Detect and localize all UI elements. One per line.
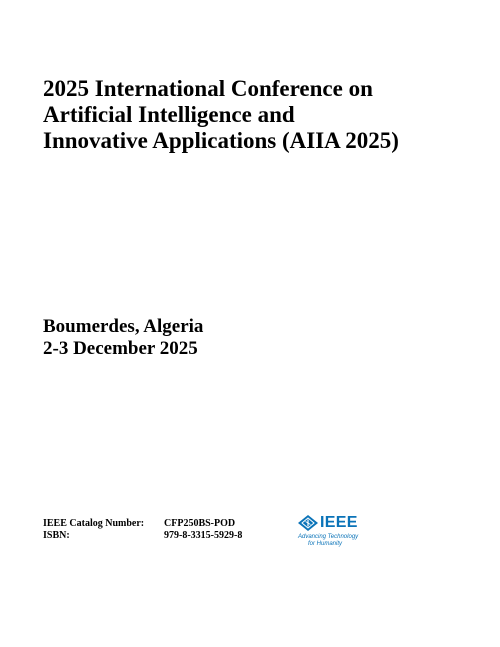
ieee-logo bbox=[298, 514, 378, 554]
logo-tagline-line-1: Advancing Technology bbox=[298, 534, 359, 540]
isbn-row bbox=[43, 530, 242, 542]
title-line-2: Artificial Intelligence and bbox=[43, 102, 295, 127]
logo-top bbox=[298, 514, 378, 532]
catalog-number-label: IEEE Catalog Number: bbox=[43, 518, 145, 529]
catalog-number-value: CFP250BS-POD bbox=[164, 518, 236, 529]
ieee-diamond-icon bbox=[298, 515, 318, 531]
catalog-number-row bbox=[43, 518, 242, 530]
ieee-wordmark: IEEE bbox=[320, 514, 358, 531]
isbn-label: ISBN: bbox=[43, 530, 70, 541]
venue-location: Boumerdes, Algeria bbox=[43, 316, 204, 337]
catalog-info bbox=[43, 518, 242, 542]
title-line-1: 2025 International Conference on bbox=[43, 76, 373, 101]
conference-title bbox=[43, 76, 483, 154]
venue-dates: 2-3 December 2025 bbox=[43, 338, 198, 359]
isbn-value: 979-8-3315-5929-8 bbox=[164, 530, 243, 541]
conference-venue bbox=[43, 316, 203, 360]
title-line-3: Innovative Applications (AIIA 2025) bbox=[43, 128, 399, 153]
logo-tagline-line-2: for Humanity bbox=[308, 541, 343, 547]
